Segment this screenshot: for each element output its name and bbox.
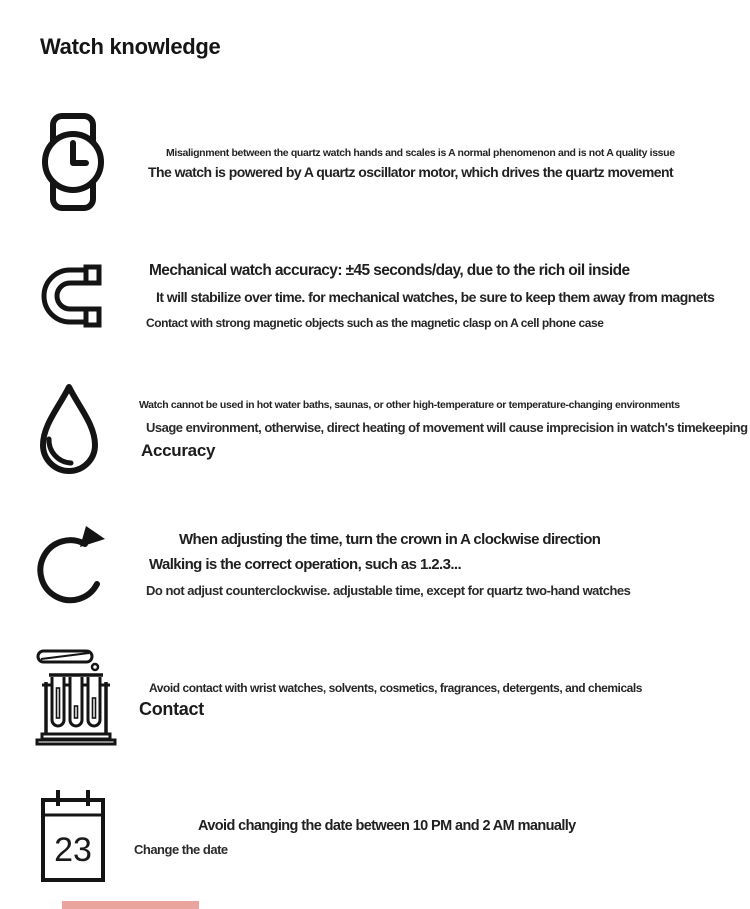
magnet-icon (40, 263, 108, 329)
clockwise-arrow-icon (36, 520, 108, 612)
section-temperature-subline: Usage environment, otherwise, direct heating of movement will cause imprecision in watch's timekeeping (146, 420, 748, 435)
accent-bar (62, 901, 199, 909)
section-adjustment-note: Do not adjust counterclockwise. adjustable time, except for quartz two-hand watches (146, 583, 631, 598)
section-temperature-headline: Accuracy (141, 441, 216, 460)
page-title: Watch knowledge (40, 34, 221, 59)
section-date-subline: Change the date (134, 842, 228, 857)
calendar-icon (40, 788, 106, 884)
section-temperature-note: Watch cannot be used in hot water baths, saunas, or other high-temperature or temperature-changing environments (139, 399, 680, 411)
section-magnet-headline: Mechanical watch accuracy: ±45 seconds/day, due to the rich oil inside (149, 262, 630, 279)
section-magnet-subline: It will stabilize over time. for mechanical watches, be sure to keep them away from magnets (156, 289, 715, 305)
section-magnet-note: Contact with strong magnetic objects such as the magnetic clasp on A cell phone case (146, 316, 604, 330)
test-tubes-icon (34, 642, 118, 746)
section-quartz-headline: The watch is powered by A quartz oscillator motor, which drives the quartz movement (148, 164, 674, 180)
section-contact-headline: Contact (139, 699, 204, 719)
wristwatch-icon (40, 112, 106, 212)
section-contact-subline: Avoid contact with wrist watches, solvents, cosmetics, fragrances, detergents, and chemicals (149, 681, 642, 695)
section-date-headline: Avoid changing the date between 10 PM and 2 AM manually (198, 818, 576, 834)
section-quartz-note: Misalignment between the quartz watch hands and scales is A normal phenomenon and is not A quality issue (166, 147, 675, 159)
water-drop-icon (36, 381, 102, 481)
calendar-day-number: 23 (54, 831, 92, 869)
section-adjustment-subline: Walking is the correct operation, such as 1.2.3... (149, 556, 462, 573)
section-adjustment-headline: When adjusting the time, turn the crown in A clockwise direction (179, 531, 601, 548)
